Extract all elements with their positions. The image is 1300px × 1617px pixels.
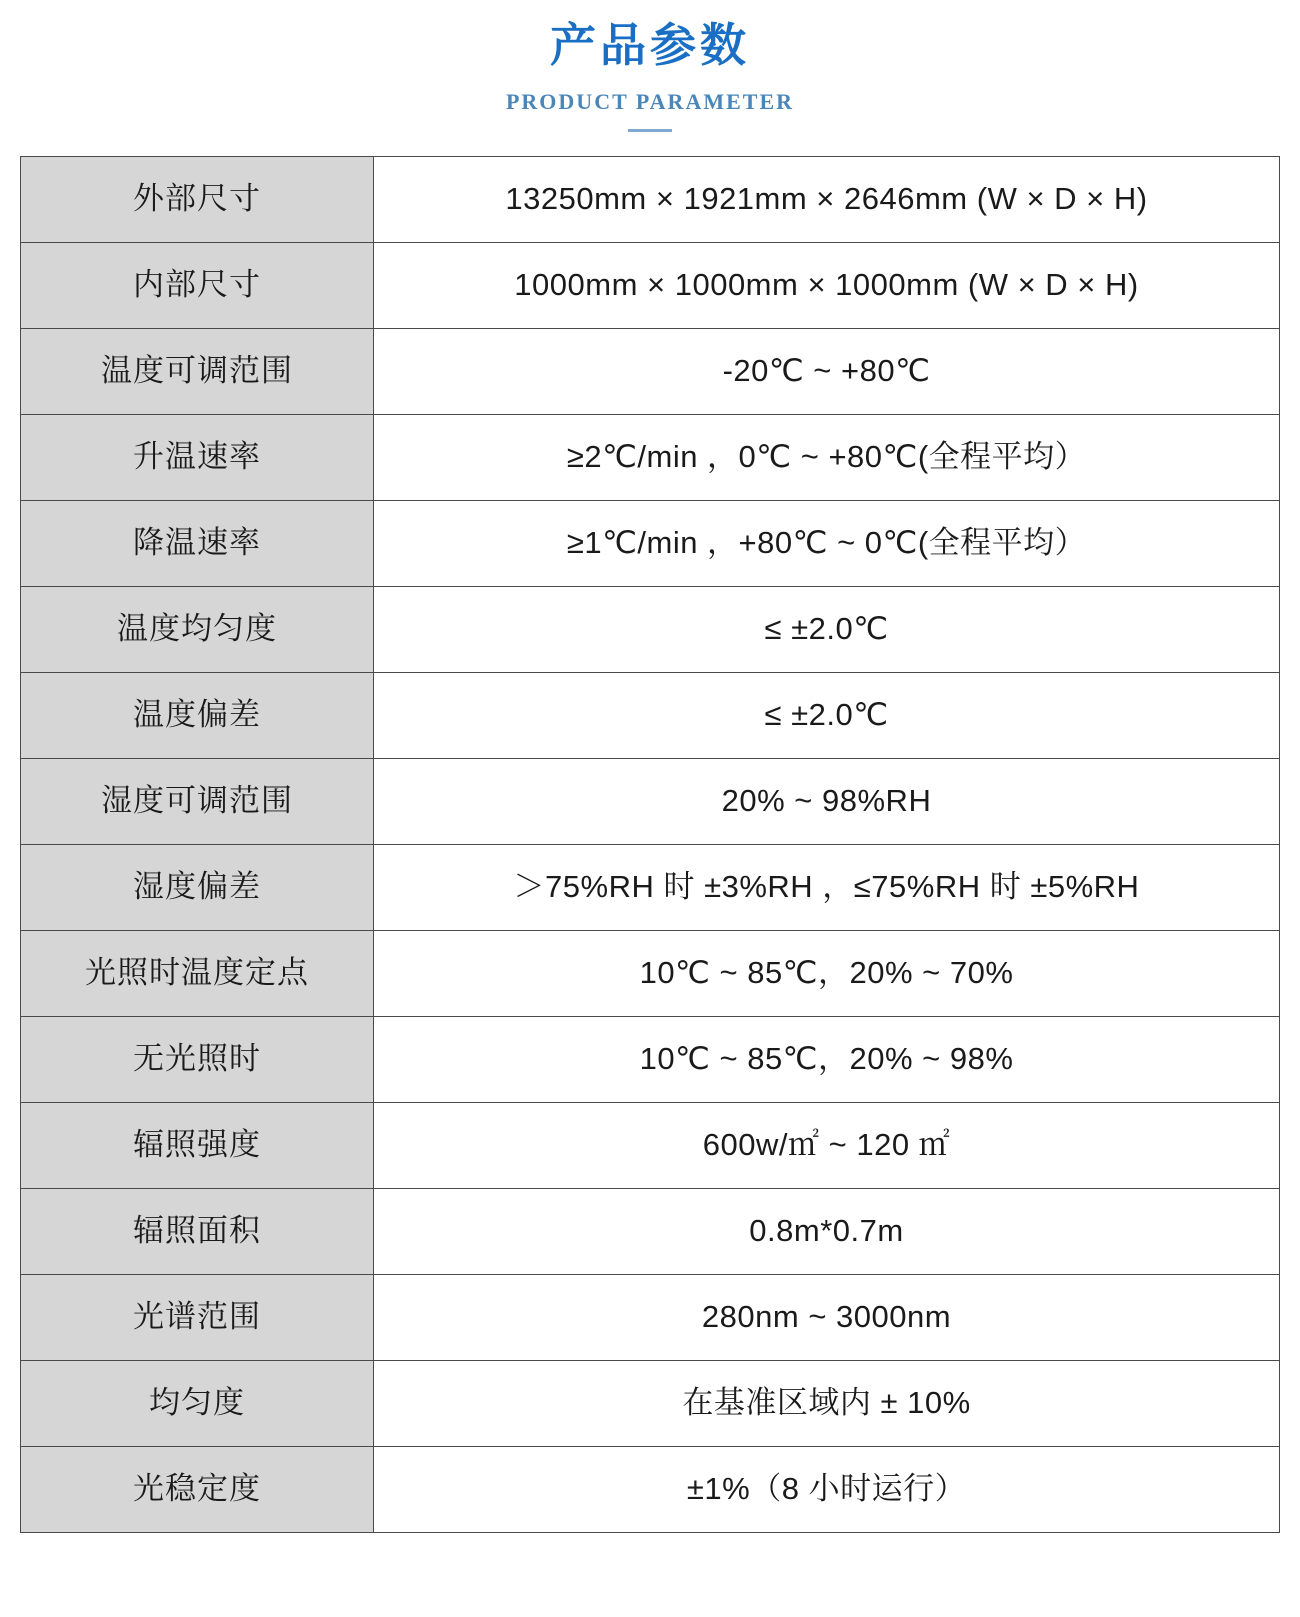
parameter-label: 光谱范围	[21, 1275, 374, 1361]
parameter-value: 600w/㎡ ~ 120 ㎡	[374, 1103, 1280, 1189]
parameter-value: 10℃ ~ 85℃，20% ~ 98%	[374, 1017, 1280, 1103]
parameter-table-body	[21, 157, 1280, 1533]
table-row	[21, 1017, 1280, 1103]
table-row	[21, 1103, 1280, 1189]
parameter-label: 光照时温度定点	[21, 931, 374, 1017]
parameter-value: 13250mm × 1921mm × 2646mm (W × D × H)	[374, 157, 1280, 243]
table-row	[21, 845, 1280, 931]
parameter-label: 辐照面积	[21, 1189, 374, 1275]
parameter-value: ＞75%RH 时 ±3%RH ，≤75%RH 时 ±5%RH	[374, 845, 1280, 931]
parameter-value: -20℃ ~ +80℃	[374, 329, 1280, 415]
parameter-label: 无光照时	[21, 1017, 374, 1103]
parameter-value: 280nm ~ 3000nm	[374, 1275, 1280, 1361]
table-row	[21, 587, 1280, 673]
page-title: 产品参数	[550, 19, 750, 71]
table-row	[21, 501, 1280, 587]
table-row	[21, 759, 1280, 845]
parameter-value: 10℃ ~ 85℃，20% ~ 70%	[374, 931, 1280, 1017]
title-divider	[628, 129, 672, 132]
parameter-value: 在基准区域内 ± 10%	[374, 1361, 1280, 1447]
table-row	[21, 931, 1280, 1017]
parameter-label: 湿度偏差	[21, 845, 374, 931]
parameter-label: 光稳定度	[21, 1447, 374, 1533]
parameter-label: 湿度可调范围	[21, 759, 374, 845]
parameter-table	[20, 156, 1280, 1533]
page-header	[0, 0, 1300, 132]
parameter-value: 1000mm × 1000mm × 1000mm (W × D × H)	[374, 243, 1280, 329]
table-row	[21, 243, 1280, 329]
parameter-label: 温度偏差	[21, 673, 374, 759]
table-row	[21, 157, 1280, 243]
table-row	[21, 329, 1280, 415]
parameter-value: ≤ ±2.0℃	[374, 587, 1280, 673]
table-row	[21, 415, 1280, 501]
table-row	[21, 1275, 1280, 1361]
parameter-label: 外部尺寸	[21, 157, 374, 243]
parameter-value: ±1%（8 小时运行）	[374, 1447, 1280, 1533]
parameter-label: 内部尺寸	[21, 243, 374, 329]
parameter-label: 升温速率	[21, 415, 374, 501]
parameter-value: ≥1℃/min ，+80℃ ~ 0℃(全程平均）	[374, 501, 1280, 587]
page-subtitle: PRODUCT PARAMETER	[505, 89, 795, 115]
parameter-label: 降温速率	[21, 501, 374, 587]
parameter-value: 0.8m*0.7m	[374, 1189, 1280, 1275]
table-row	[21, 673, 1280, 759]
parameter-label: 均匀度	[21, 1361, 374, 1447]
parameter-label: 温度均匀度	[21, 587, 374, 673]
table-row	[21, 1447, 1280, 1533]
parameter-label: 辐照强度	[21, 1103, 374, 1189]
table-row	[21, 1189, 1280, 1275]
parameter-value: ≥2℃/min ，0℃ ~ +80℃(全程平均）	[374, 415, 1280, 501]
table-row	[21, 1361, 1280, 1447]
parameter-value: ≤ ±2.0℃	[374, 673, 1280, 759]
parameter-label: 温度可调范围	[21, 329, 374, 415]
parameter-value: 20% ~ 98%RH	[374, 759, 1280, 845]
